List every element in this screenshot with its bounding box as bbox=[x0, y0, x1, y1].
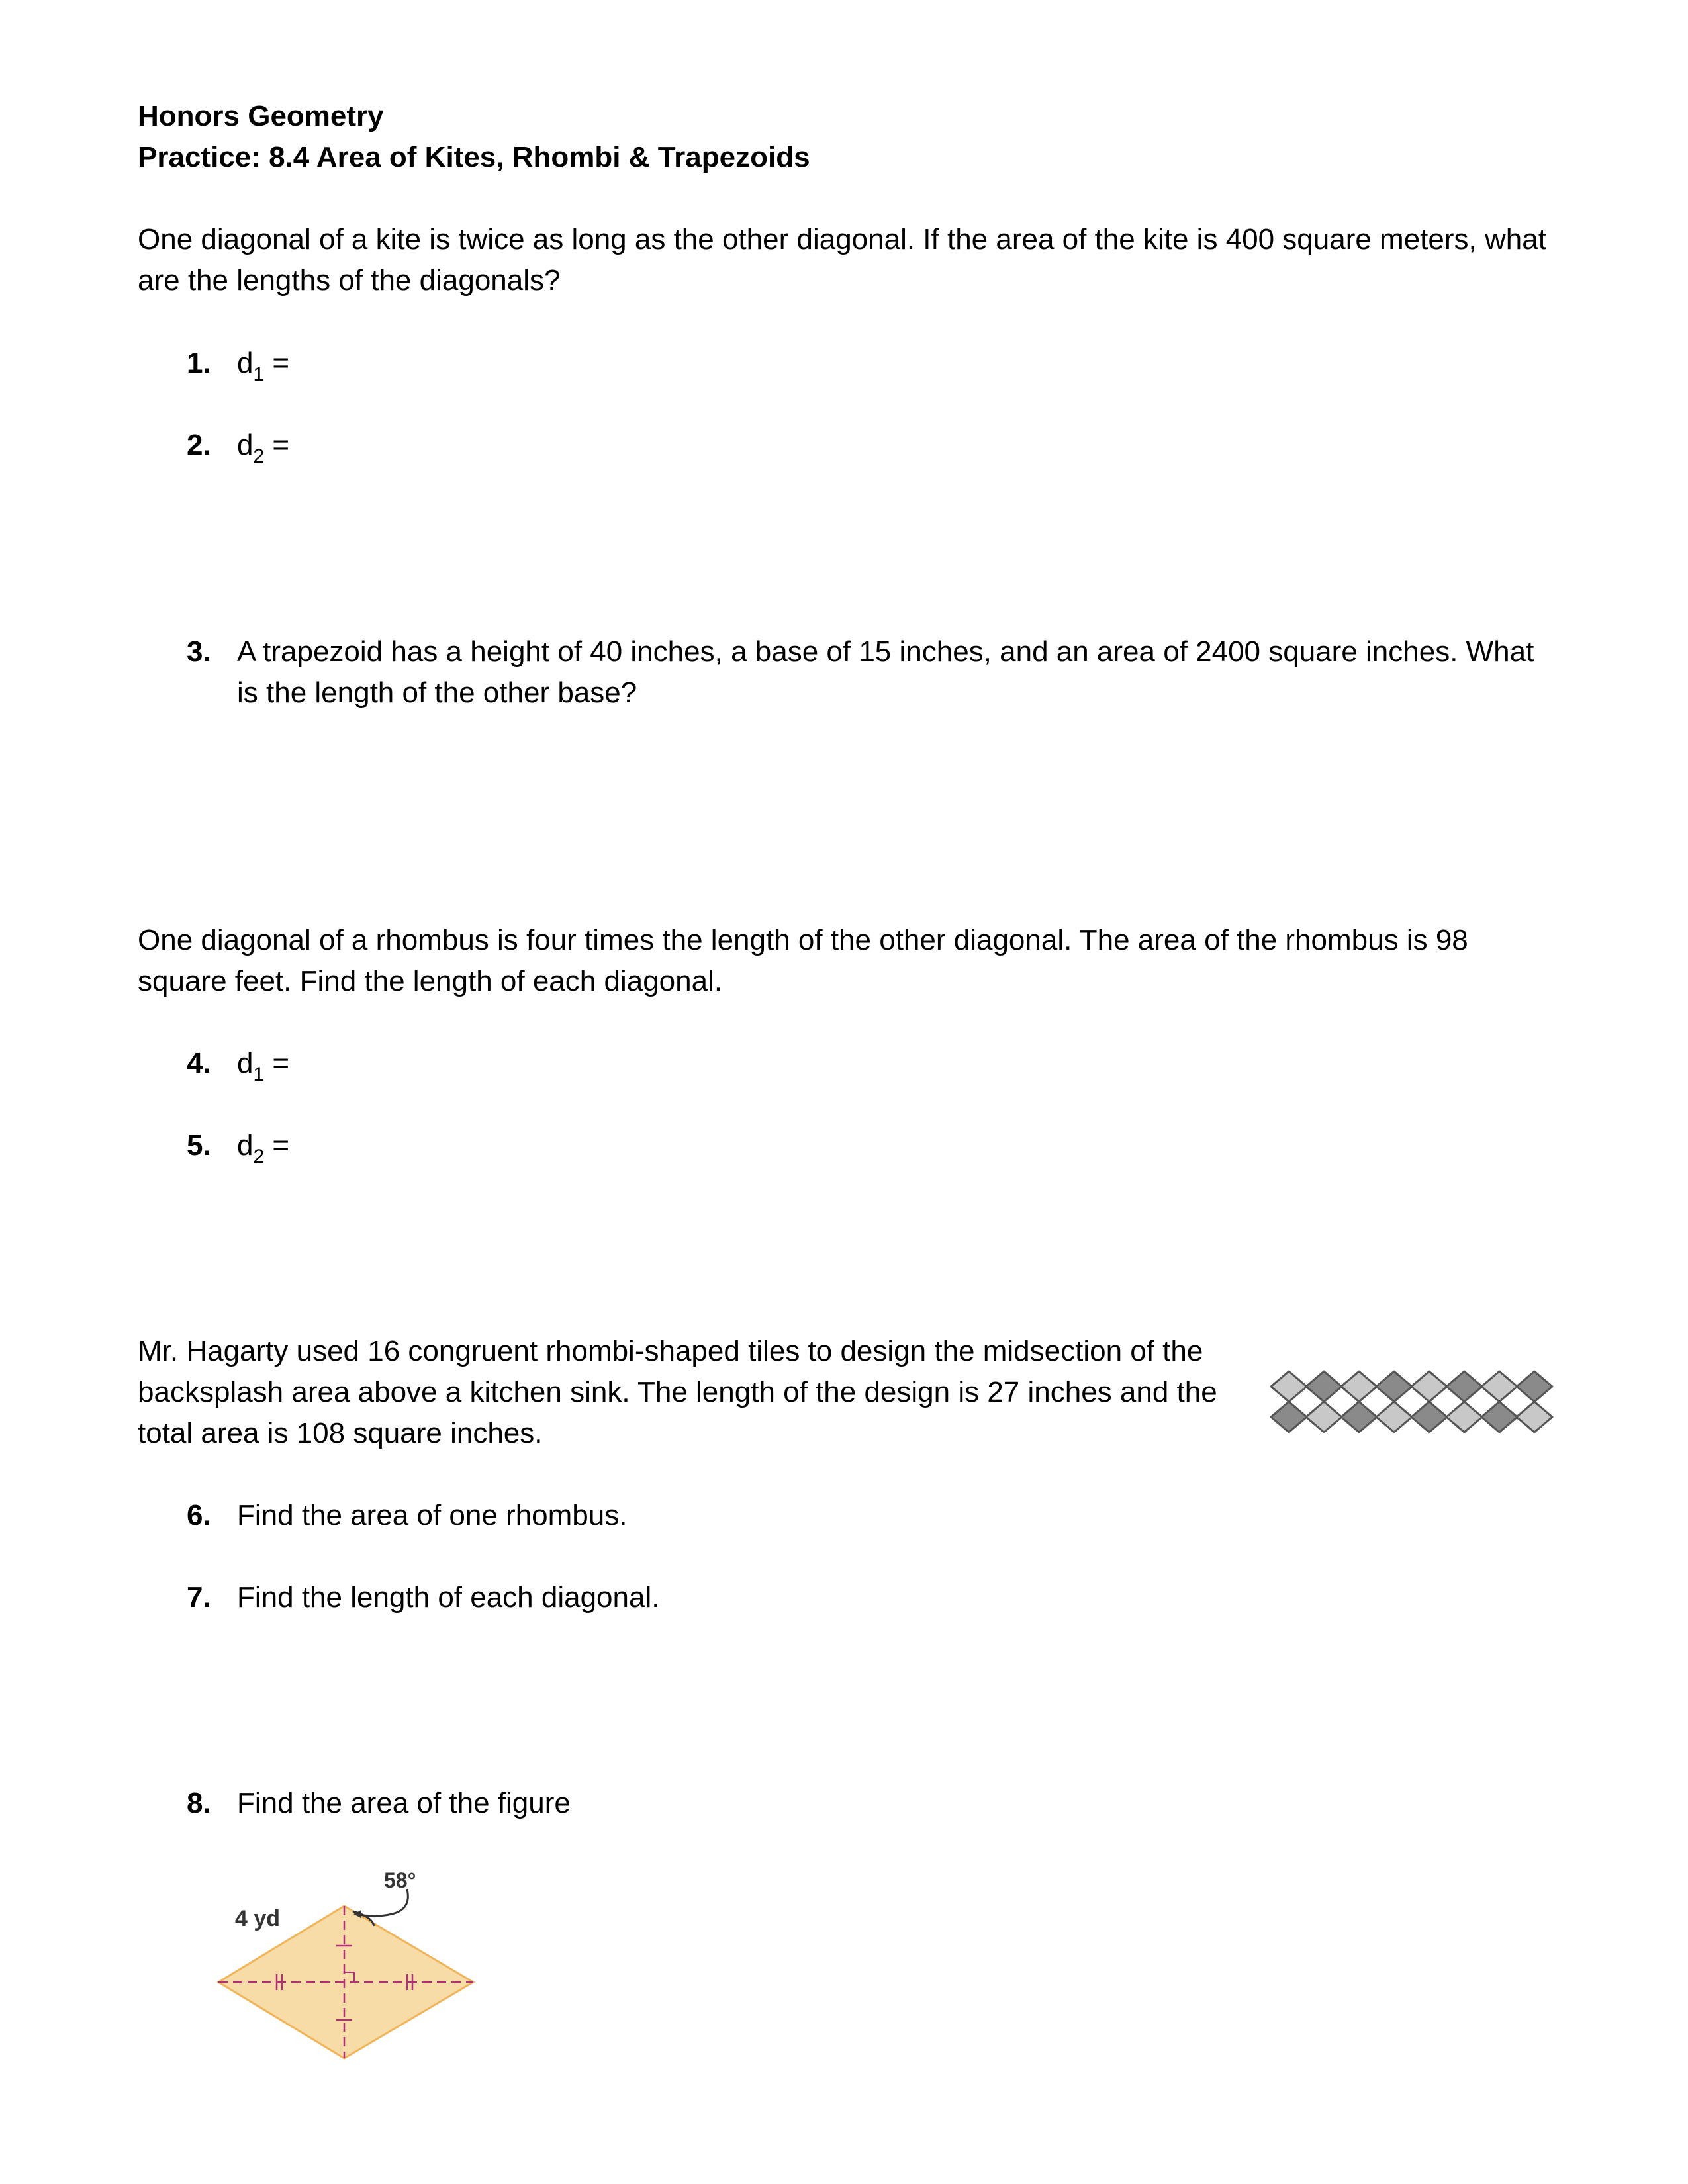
question-number: 1. bbox=[187, 347, 211, 379]
question-number: 8. bbox=[187, 1787, 211, 1819]
question-text: Find the area of one rhombus. bbox=[237, 1499, 628, 1531]
rhombus-tile bbox=[1446, 1402, 1482, 1432]
rhombus-tile bbox=[1271, 1371, 1307, 1402]
rhombus-tile bbox=[1481, 1402, 1517, 1432]
variable: d bbox=[237, 347, 254, 379]
rhombus-tile bbox=[1306, 1371, 1342, 1402]
subscript: 1 bbox=[253, 363, 265, 385]
question-number: 4. bbox=[187, 1047, 211, 1079]
rhombus-figure bbox=[199, 1853, 490, 2085]
rhombus-tile bbox=[1376, 1371, 1412, 1402]
variable: d bbox=[237, 1047, 254, 1079]
subscript: 2 bbox=[253, 445, 265, 467]
tile-problem-prompt: Mr. Hagarty used 16 congruent rhombi-shaped tiles to design the midsection of the backsplash area above a kitchen sink. The length of the design is 27 inches and the total area is 108 square inches. bbox=[138, 1335, 1217, 1449]
rhombus-tile bbox=[1411, 1402, 1447, 1432]
rhombus-tile bbox=[1306, 1402, 1342, 1432]
question-text bbox=[237, 425, 289, 469]
question-text bbox=[237, 1125, 289, 1169]
question-text bbox=[237, 1043, 289, 1087]
angle-pointer-arrow bbox=[355, 1889, 408, 1916]
rhombus-tile bbox=[1481, 1371, 1517, 1402]
question-number: 2. bbox=[187, 429, 211, 461]
equals-sign: = bbox=[264, 347, 290, 379]
side-length-label: 4 yd bbox=[235, 1906, 281, 1931]
rhombus-tile bbox=[1446, 1371, 1482, 1402]
question-number: 3. bbox=[187, 635, 211, 668]
kite-problem-prompt: One diagonal of a kite is twice as long as the other diagonal. If the area of the kite is 400 square meters, what are the lengths of the diagonals? bbox=[138, 223, 1546, 296]
angle-label: 58° bbox=[384, 1868, 416, 1892]
question-7 bbox=[187, 1577, 1180, 1623]
subscript: 2 bbox=[253, 1146, 265, 1167]
question-3 bbox=[187, 631, 1564, 717]
variable: d bbox=[237, 1129, 254, 1161]
question-1 bbox=[187, 343, 584, 389]
equals-sign: = bbox=[264, 1047, 290, 1079]
rhombus-tile bbox=[1517, 1402, 1552, 1432]
question-text: A trapezoid has a height of 40 inches, a base of 15 inches, and an area of 2400 square inches. What is the length of the other base? bbox=[237, 635, 1534, 709]
question-2 bbox=[187, 425, 584, 471]
practice-title: Practice: 8.4 Area of Kites, Rhombi & Trapezoids bbox=[138, 141, 810, 173]
rhombus-tile bbox=[1411, 1371, 1447, 1402]
rhombus-tile bbox=[1341, 1371, 1377, 1402]
subscript: 1 bbox=[253, 1064, 265, 1085]
rhombus-tile bbox=[1271, 1402, 1307, 1432]
course-title: Honors Geometry bbox=[138, 100, 384, 132]
question-number: 5. bbox=[187, 1129, 211, 1161]
question-8 bbox=[187, 1783, 1180, 1829]
question-text: Find the length of each diagonal. bbox=[237, 1581, 660, 1614]
rhombus-tile bbox=[1341, 1402, 1377, 1432]
variable: d bbox=[237, 429, 254, 461]
question-6 bbox=[187, 1495, 1180, 1541]
question-number: 7. bbox=[187, 1581, 211, 1614]
rhombus-tile bbox=[1517, 1371, 1552, 1402]
equals-sign: = bbox=[264, 1129, 290, 1161]
equals-sign: = bbox=[264, 429, 290, 461]
question-number: 6. bbox=[187, 1499, 211, 1531]
question-text: Find the area of the figure bbox=[237, 1787, 571, 1819]
question-4 bbox=[187, 1043, 584, 1089]
rhombus-problem-prompt: One diagonal of a rhombus is four times the length of the other diagonal. The area of the rhombus is 98 square feet. Find the length of each diagonal. bbox=[138, 924, 1468, 997]
rhombus-tile bbox=[1376, 1402, 1412, 1432]
question-text bbox=[237, 343, 289, 387]
question-5 bbox=[187, 1125, 584, 1171]
rhombus-tile-strip-image bbox=[1264, 1369, 1562, 1441]
